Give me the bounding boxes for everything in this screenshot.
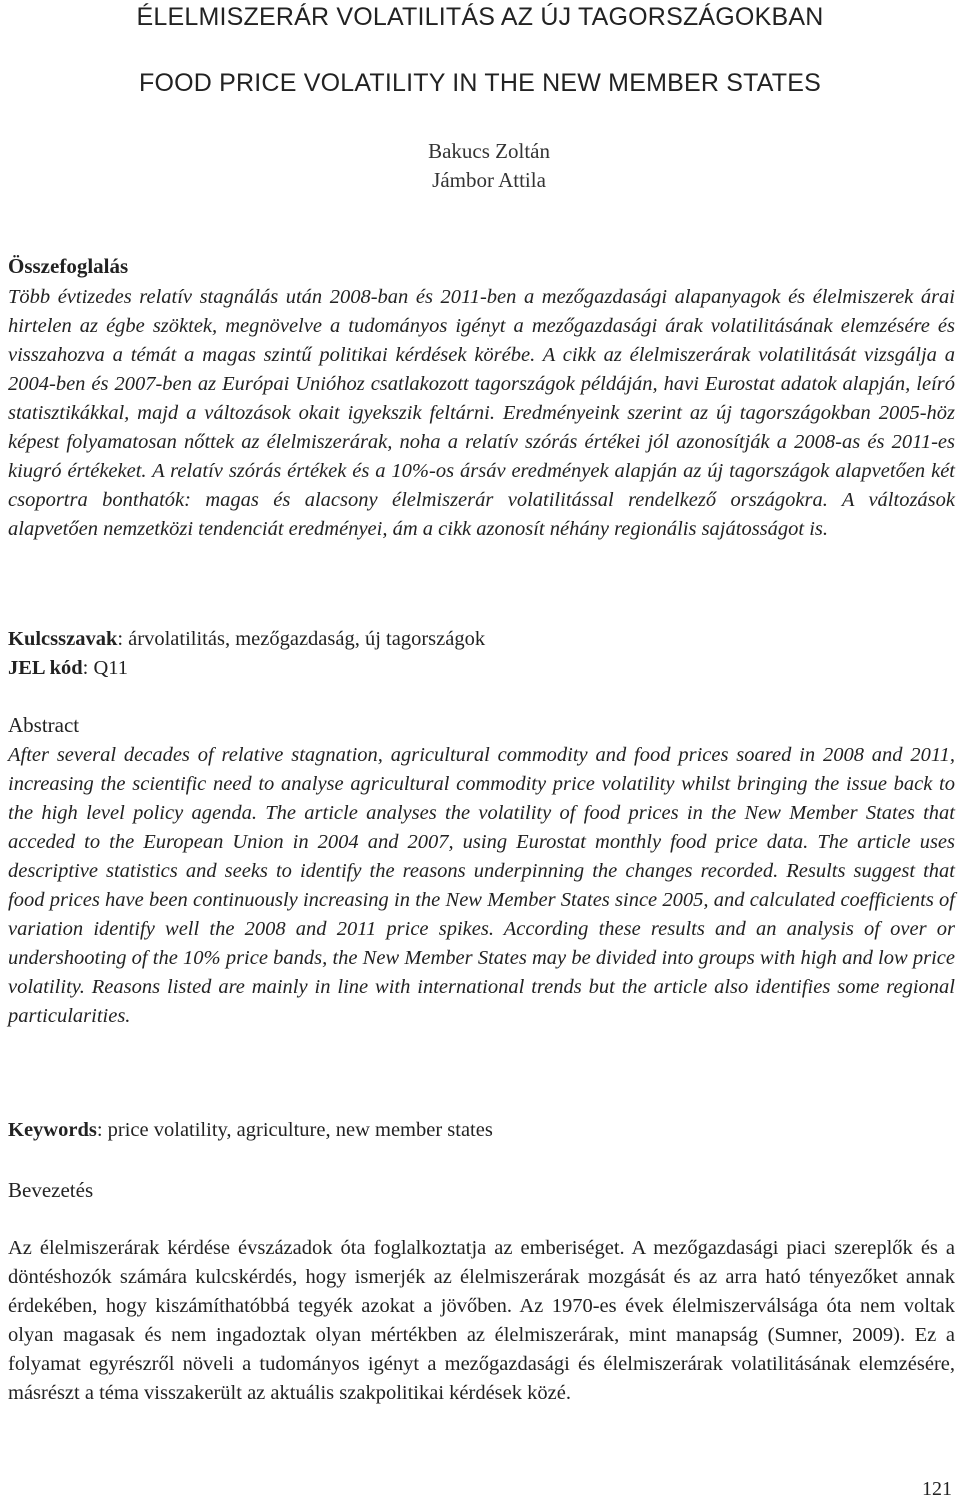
- jel-code-label: JEL kód: [8, 657, 83, 679]
- keywords-en-value: : price volatility, agriculture, new member states: [96, 1119, 493, 1141]
- abstract-body-text: After several decades of relative stagnation, agricultural commodity and food prices soared in 2008 and 2011, increasing the scientific need to analyse agricultural commodity price volatility whilst bringing the issue back to the high level policy agenda. The article analyses the volatility of food prices in the New Member States that acceded to the European Union in 2004 and 2007, using Eurostat monthly food price data. The article uses descriptive statistics and seeks to identify the reasons underpinning the changes recorded. Results suggest that food prices have been continuously increasing in the New Member States since 2005, and calculated coefficients of variation identify well the 2008 and 2011 price spikes. According these results and an analysis of over or undershooting of the 10% price bands, the New Member States may be divided into groups with high and low price volatility. Reasons listed are mainly in line with international trends but the article also identifies some regional particularities.: [8, 744, 955, 1027]
- title-hungarian: ÉLELMISZERÁR VOLATILITÁS AZ ÚJ TAGORSZÁGOKBAN: [136, 3, 824, 31]
- keywords-hu-line: [8, 628, 485, 651]
- keywords-hu-label: Kulcsszavak: [8, 628, 118, 650]
- abstract-heading: Abstract: [8, 713, 80, 737]
- jel-code-line: [8, 657, 128, 680]
- keywords-en-line: [8, 1119, 493, 1142]
- summary-body-text: Több évtizedes relatív stagnálás után 2008-ban és 2011-ben a mezőgazdasági alapanyagok és élelmiszerek árai hirtelen az égbe szöktek, megnövelve a tudományos igényt a mezőgazdasági árak volatilitásának elemzésére és visszahozva a témát a magas szintű politikai kérdések körébe. A cikk az élelmiszerárak volatilitását vizsgálja a 2004-ben és 2007-ben az Európai Unióhoz csatlakozott tagországok példáján, havi Eurostat adatok alapján, leíró statisztikákkal, majd a változások okait igyekszik feltárni. Eredményeink szerint az új tagországokban 2005-höz képest folyamatosan nőttek az élelmiszerárak, noha a relatív szórás értékei jól azonosítják a 2008-as és 2011-es kiugró értékeket. A relatív szórás értékek és a 10%-os ársáv eredmények alapján az új tagországok alapvetően két csoportra bonthatók: magas és alacsony élelmiszerár volatilitással rendelkező országokra. A változások alapvetően nemzetközi tendenciát eredményei, ám a cikk azonosít néhány regionális sajátosságot is.: [8, 286, 955, 540]
- keywords-hu-value: : árvolatilitás, mezőgazdaság, új tagországok: [117, 628, 486, 650]
- title-english: FOOD PRICE VOLATILITY IN THE NEW MEMBER STATES: [139, 69, 821, 97]
- jel-code-value: : Q11: [82, 657, 129, 679]
- author-name: Bakucs Zoltán: [428, 139, 550, 163]
- introduction-body-text: Az élelmiszerárak kérdése évszázadok óta foglalkoztatja az emberiséget. A mezőgazdasági piaci szereplők és a döntéshozók számára kulcskérdés, hogy ismerjék az élelmiszerárak mozgását és az arra ható tényezőket annak érdekében, hogy kiszámíthatóbbá tegyék azokat a jövőben. Az 1970-es évek élelmiszerválsága óta nem voltak olyan magasak és nem ingadoztak olyan mértékben az élelmiszerárak, mint manapság (Sumner, 2009). Ez a folyamat egyrészről növeli a tudományos igényt a mezőgazdasági és élelmiszerárak volatilitásának elemzésére, másrészt a téma visszakerült az aktuális szakpolitikai kérdések közé.: [8, 1237, 955, 1404]
- introduction-heading: Bevezetés: [8, 1178, 94, 1202]
- keywords-en-label: Keywords: [8, 1119, 97, 1141]
- summary-heading: Összefoglalás: [8, 254, 129, 278]
- author-name: Jámbor Attila: [432, 168, 546, 192]
- author-list: [428, 137, 550, 195]
- page-number: 121: [922, 1478, 952, 1500]
